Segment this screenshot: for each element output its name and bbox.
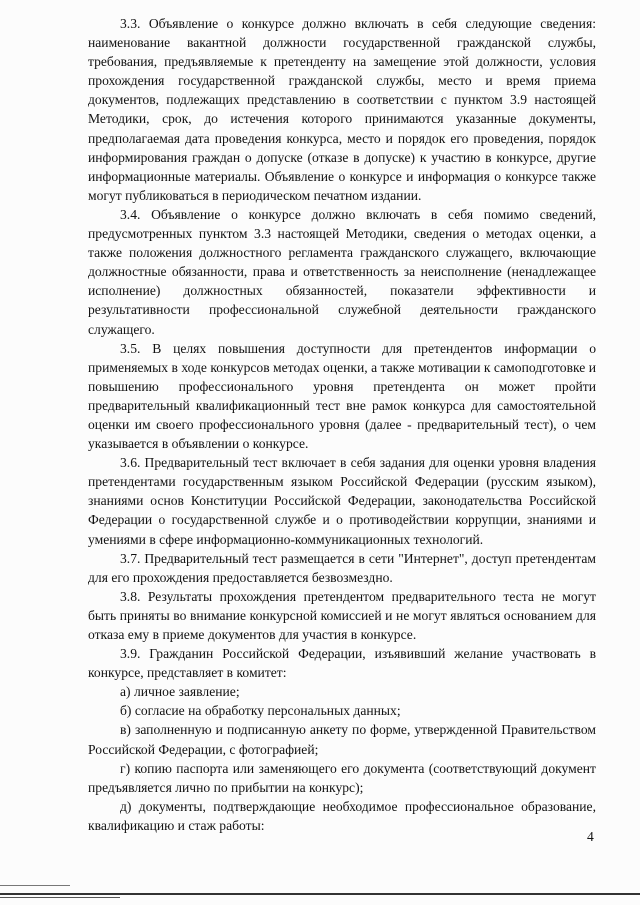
paragraph-3-9: 3.9. Гражданин Российской Федерации, изъявивший желание участвовать в конкурсе, представляет в комитет:: [88, 646, 596, 681]
paragraph-3-6: 3.6. Предварительный тест включает в себя задания для оценки уровня владения претендентами государственным языком Российской Федерации (русским языком), знаниями основ Конституции Российской Федерации, законодательства Российской Федерации о государственной службе и о противодействии коррупции, знаниями и умениями в сфере информационно-коммуникационных технологий.: [88, 455, 596, 547]
list-item-d: д) документы, подтверждающие необходимое профессиональное образование, квалификацию и стаж работы:: [88, 798, 596, 833]
paragraph-3-3: 3.3. Объявление о конкурсе должно включать в себя следующие сведения: наименование вакантной должности государственной гражданской службы, требования, предъявляемые к претенденту на замещение этой должности, условия прохождения государственной гражданской службы, место и время приема документов, подлежащих представлению в соответствии с пунктом 3.9 настоящей Методики, срок, до истечения которого принимаются указанные документы, предполагаемая дата проведения конкурса, место и порядок его проведения, порядок информирования граждан о допуске (отказе в допуске) к участию в конкурсе, другие информационные материалы. Объявление о конкурсе и информация о конкурсе также могут публиковаться в периодическом печатном издании.: [88, 16, 596, 203]
list-item-g: г) копию паспорта или заменяющего его документа (соответствующий документ предъявляется лично по прибытии на конкурс);: [88, 760, 596, 795]
paragraph-3-8: 3.8. Результаты прохождения претендентом предварительного теста не могут быть приняты во внимание конкурсной комиссией и не могут являться основанием для отказа ему в приеме документов для участия в конкурсе.: [88, 588, 596, 642]
document-body: [88, 14, 596, 835]
paragraph-3-5: 3.5. В целях повышения доступности для претендентов информации о применяемых в ходе конкурсов методах оценки, а также мотивации к самоподготовке и повышению профессионального уровня претендента он может пройти предварительный квалификационный тест вне рамок конкурса для самостоятельной оценки им своего профессионального уровня (далее - предварительный тест), о чем указывается в объявлении о конкурсе.: [88, 340, 596, 452]
paragraph-3-4: 3.4. Объявление о конкурсе должно включать в себя помимо сведений, предусмотренных пунктом 3.3 настоящей Методики, сведения о методах оценки, а также положения должностного регламента гражданского служащего, включающие должностные обязанности, права и ответственность за неисполнение (ненадлежащее исполнение) должностных обязанностей, показатели эффективности и результативности профессиональной служебной деятельности гражданского служащего.: [88, 206, 596, 337]
scan-artifact-line: [0, 885, 70, 886]
list-item-v: в) заполненную и подписанную анкету по форме, утвержденной Правительством Российской Федерации, с фотографией;: [88, 722, 596, 757]
paragraph-3-7: 3.7. Предварительный тест размещается в сети "Интернет", доступ претендентам для его прохождения предоставляется безвозмездно.: [88, 550, 596, 585]
scan-artifact-edge-short: [0, 897, 120, 898]
scan-artifact-edge: [0, 893, 640, 895]
list-item-a: а) личное заявление;: [120, 684, 240, 700]
list-item-b: б) согласие на обработку персональных данных;: [120, 703, 401, 719]
page-number: 4: [587, 829, 594, 844]
